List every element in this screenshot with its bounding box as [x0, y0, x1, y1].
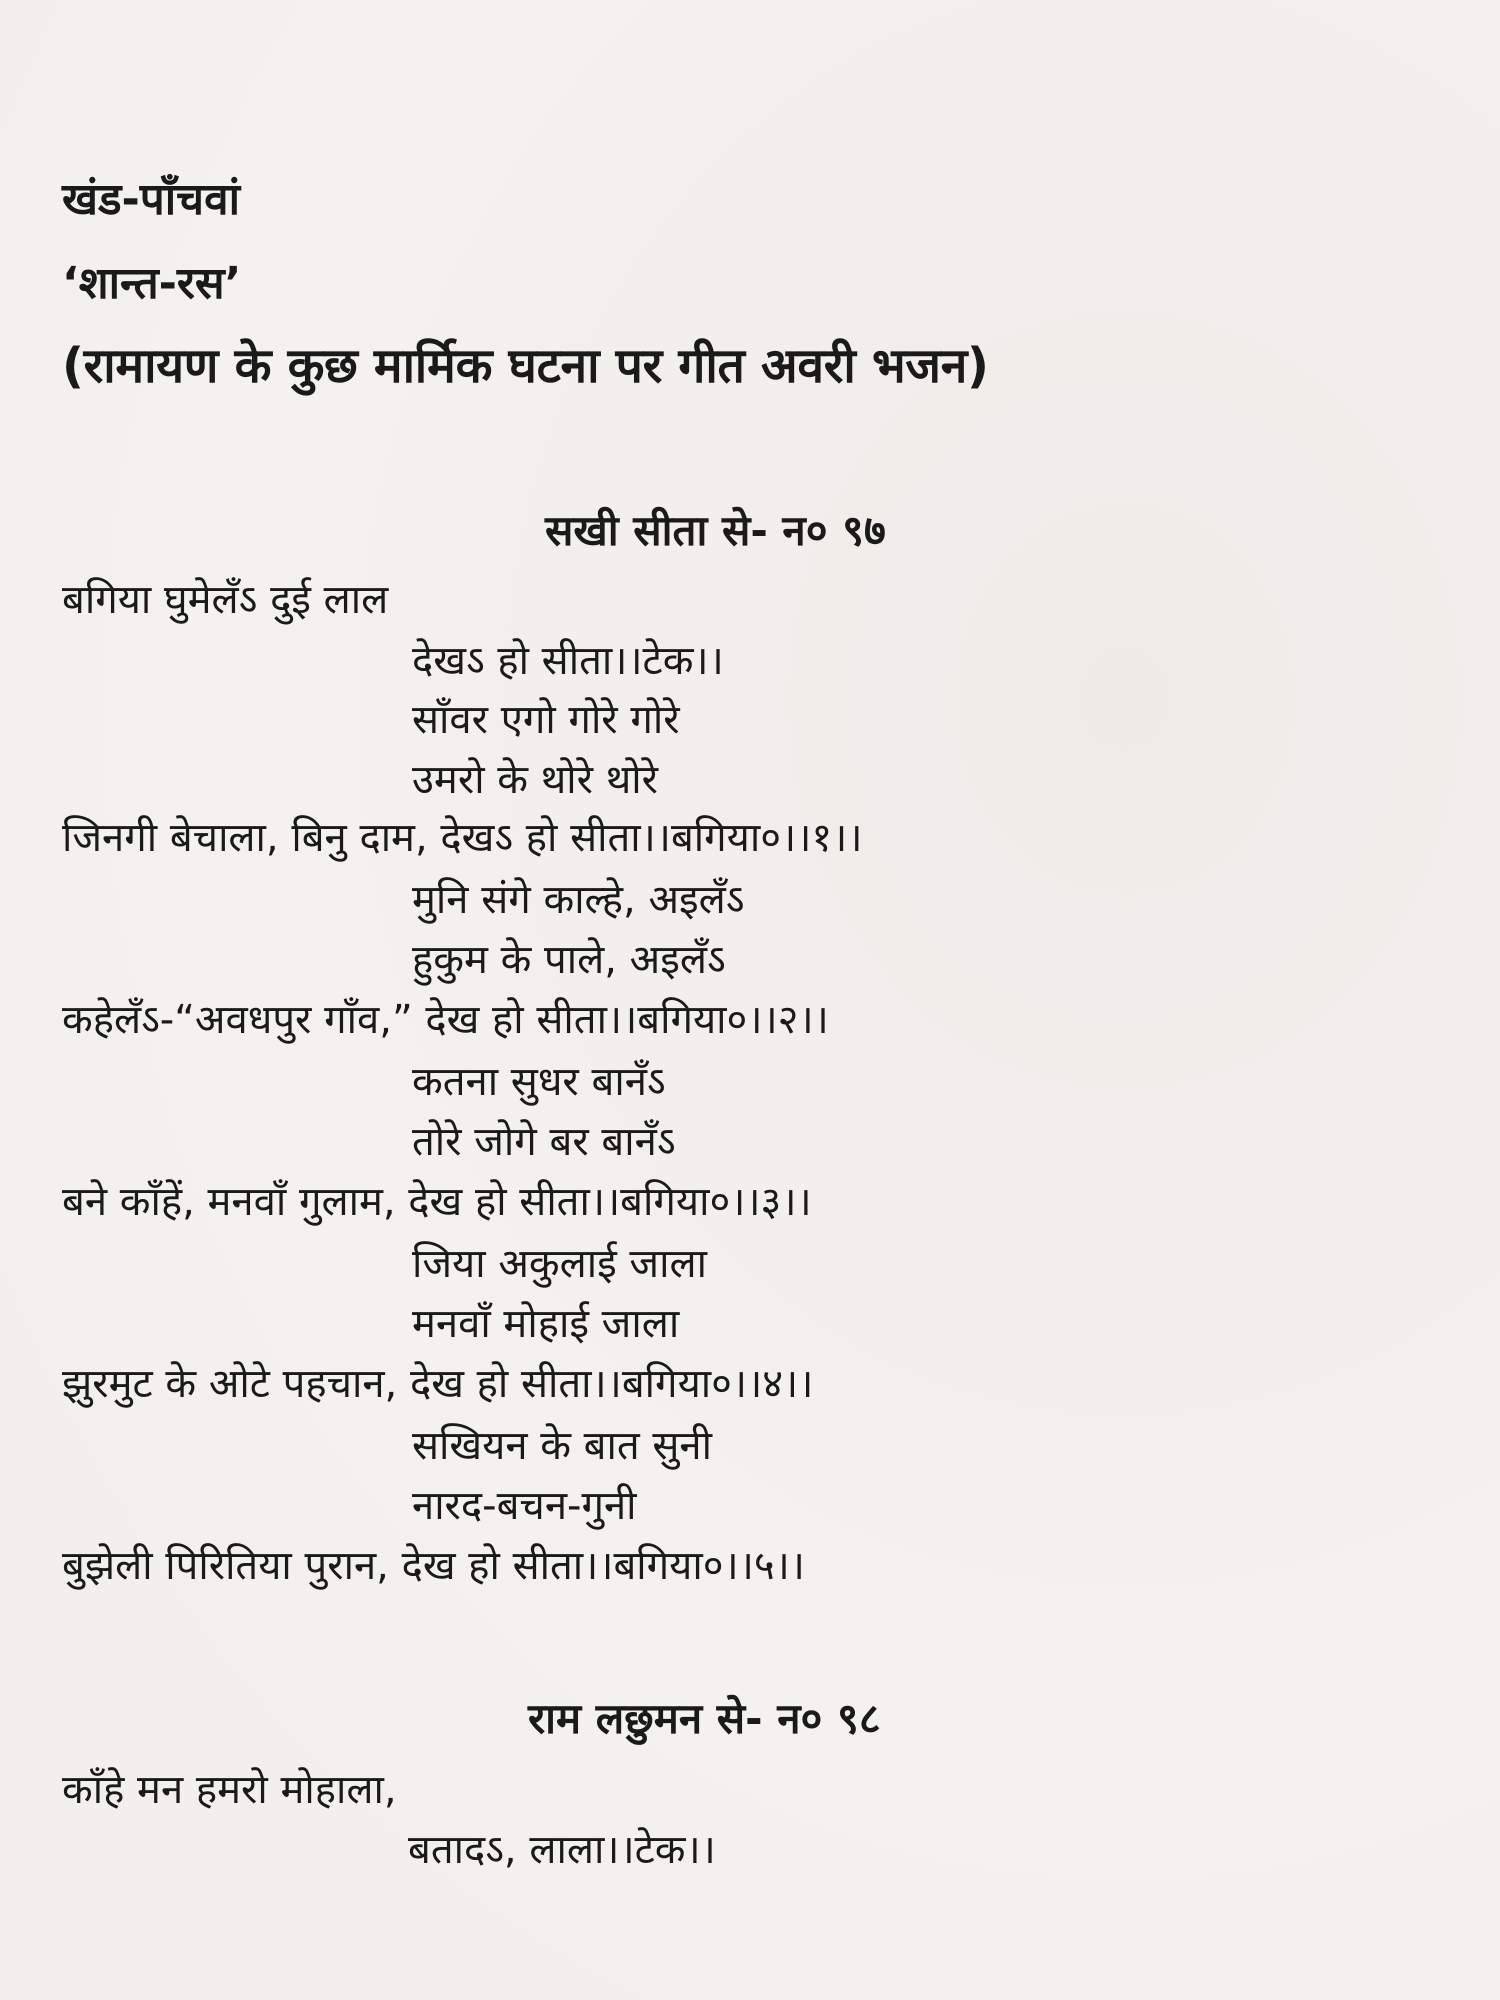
song-97-line: तोरे जोगे बर बानँऽ	[412, 1119, 676, 1165]
song-97-line: मनवाँ मोहाई जाला	[412, 1301, 680, 1347]
song-97-line: उमरो के थोरे थोरे	[412, 757, 658, 803]
song-97-line: देखऽ हो सीता।।टेक।।	[412, 638, 724, 684]
song-97-line: साँवर एगो गोरे गोरे	[412, 697, 680, 743]
rasa-heading: ‘शान्त-रस’	[62, 258, 242, 309]
song-97-line: कतना सुधर बानँऽ	[412, 1059, 666, 1105]
song-title-98: राम लछुमन से- न० ९८	[528, 1694, 881, 1743]
song-97-line: सखियन के बात सुनी	[412, 1423, 712, 1469]
song-97-line: जिया अकुलाई जाला	[412, 1241, 707, 1287]
song-97-line: कहेलँऽ-“अवधपुर गाँव,” देख हो सीता।।बगिया०।।२।।	[62, 997, 829, 1043]
song-97-line: मुनि संगे काल्हे, अइलँऽ	[412, 877, 745, 923]
section-subtitle: (रामायण के कुछ मार्मिक घटना पर गीत अवरी भजन)	[62, 338, 989, 394]
song-97-line: जिनगी बेचाला, बिनु दाम, देखऽ हो सीता।।बगिया०।।१।।	[62, 815, 863, 861]
song-97-line: झुरमुट के ओटे पहचान, देख हो सीता।।बगिया०।।४।।	[62, 1361, 814, 1407]
song-97-line: बुझेली पिरितिया पुरान, देख हो सीता।।बगिया०।।५।।	[62, 1543, 805, 1589]
song-98-line: काँहे मन हमरो मोहाला,	[62, 1767, 397, 1813]
song-97-line: बने काँहें, मनवाँ गुलाम, देख हो सीता।।बगिया०।।३।।	[62, 1179, 812, 1225]
section-heading: खंड-पाँचवां	[62, 174, 240, 225]
song-97-line: बगिया घुमेलँऽ दुई लाल	[62, 577, 389, 623]
song-97-line: नारद-बचन-गुनी	[412, 1483, 637, 1529]
song-title-97: सखी सीता से- न० ९७	[545, 506, 886, 555]
song-98-line: बतादऽ, लाला।।टेक।।	[408, 1827, 716, 1873]
song-97-line: हुकुम के पाले, अइलँऽ	[412, 937, 726, 983]
